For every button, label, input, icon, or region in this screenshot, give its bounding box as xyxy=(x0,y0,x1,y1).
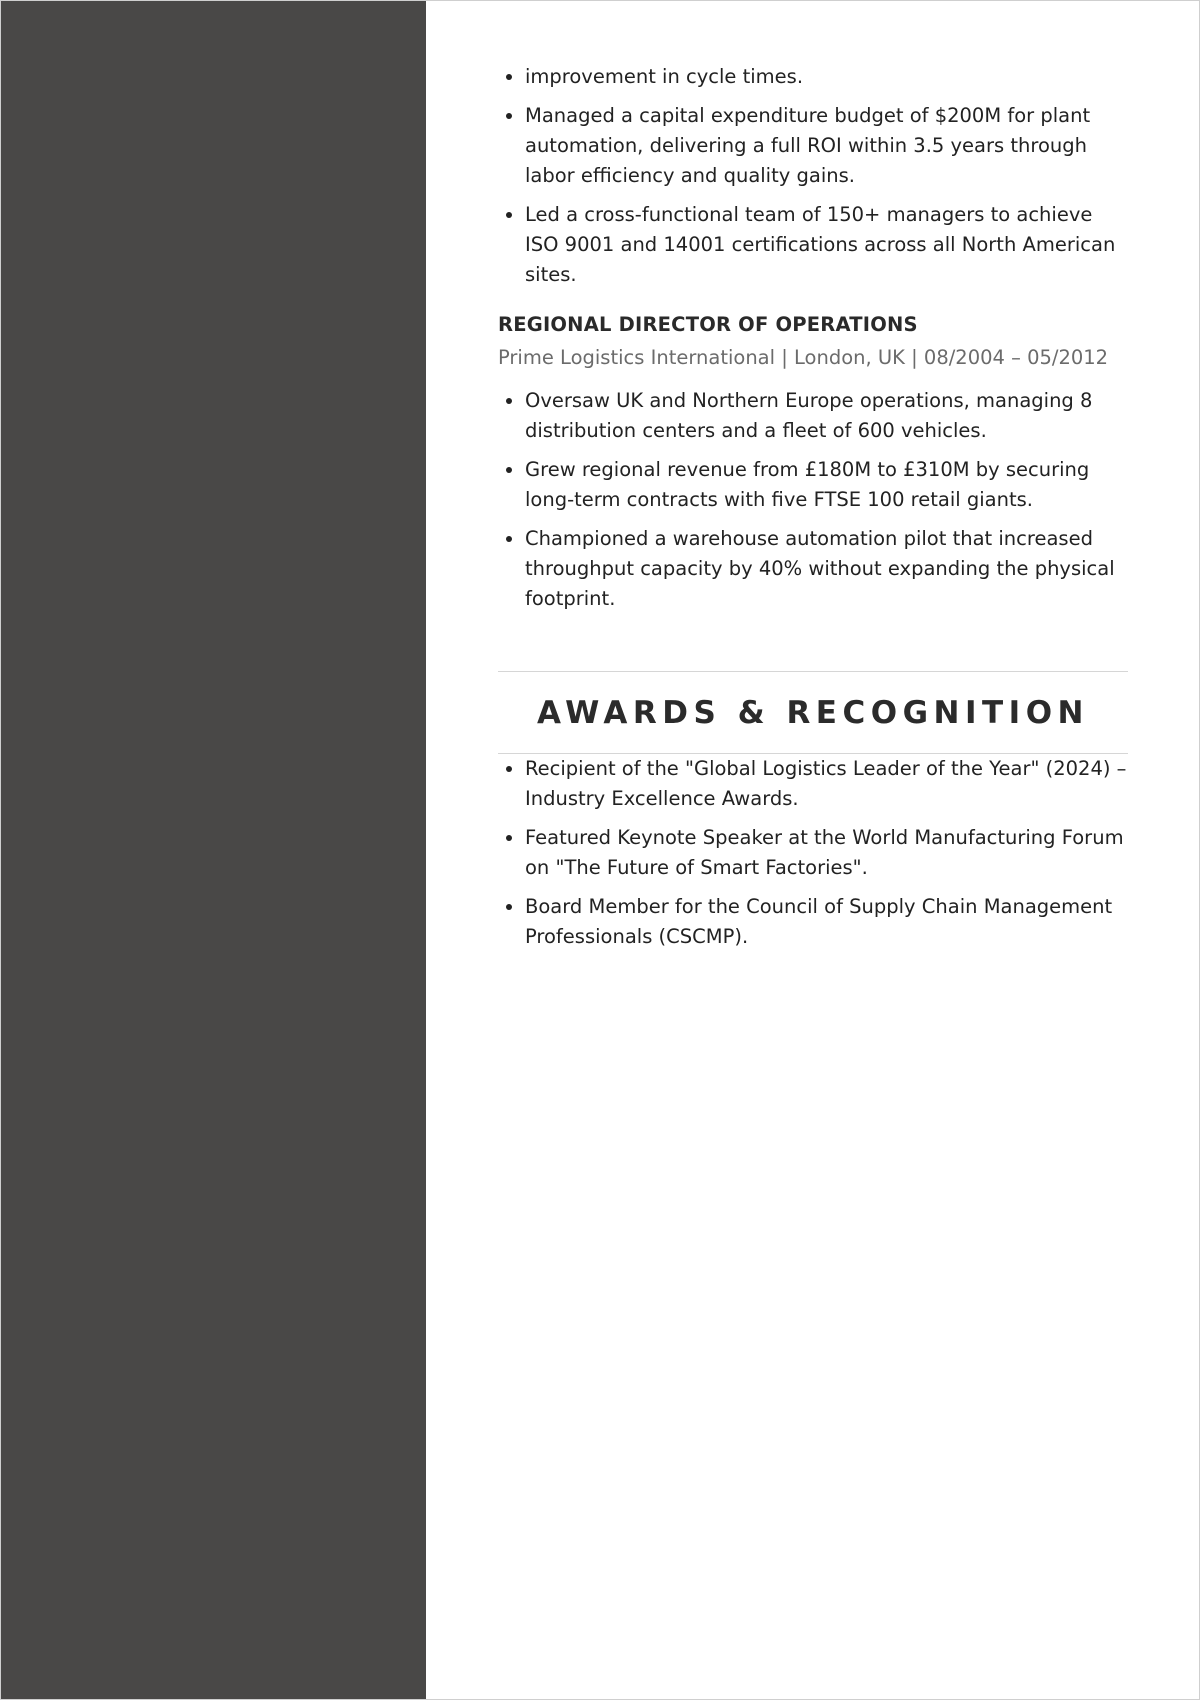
list-item: • Oversaw UK and Northern Europe operations, managing 8 distribution centers and a fleet of 600 vehicles. xyxy=(525,386,1128,446)
list-item: • Recipient of the "Global Logistics Leader of the Year" (2024) – Industry Excellence Awards. xyxy=(525,754,1128,814)
list-item: • improvement in cycle times. xyxy=(525,62,1128,92)
awards-section xyxy=(498,671,1128,961)
list-item: • Led a cross-functional team of 150+ managers to achieve ISO 9001 and 14001 certifications across all North American sites. xyxy=(525,200,1128,290)
previous-job-continued xyxy=(498,62,1128,299)
sidebar-panel xyxy=(1,1,426,1700)
list-item: • Managed a capital expenditure budget of $200M for plant automation, delivering a full ROI within 3.5 years through labor efficiency and quality gains. xyxy=(525,101,1128,191)
list-item: • Championed a warehouse automation pilot that increased throughput capacity by 40% without expanding the physical footprint. xyxy=(525,524,1128,614)
job-meta: Prime Logistics International | London, UK | 08/2004 – 05/2012 xyxy=(498,346,1109,369)
continued-bullet-list xyxy=(498,62,1128,290)
job-entry xyxy=(498,311,1128,623)
awards-list xyxy=(498,754,1128,952)
list-item: • Featured Keynote Speaker at the World Manufacturing Forum on "The Future of Smart Factories". xyxy=(525,823,1128,883)
section-title: AWARDS & RECOGNITION xyxy=(537,695,1089,731)
list-item: • Grew regional revenue from £180M to £310M by securing long-term contracts with five FTSE 100 retail giants. xyxy=(525,455,1128,515)
job-title: REGIONAL DIRECTOR OF OPERATIONS xyxy=(498,313,918,336)
list-item: • Board Member for the Council of Supply Chain Management Professionals (CSCMP). xyxy=(525,892,1128,952)
job-bullet-list xyxy=(498,386,1128,614)
